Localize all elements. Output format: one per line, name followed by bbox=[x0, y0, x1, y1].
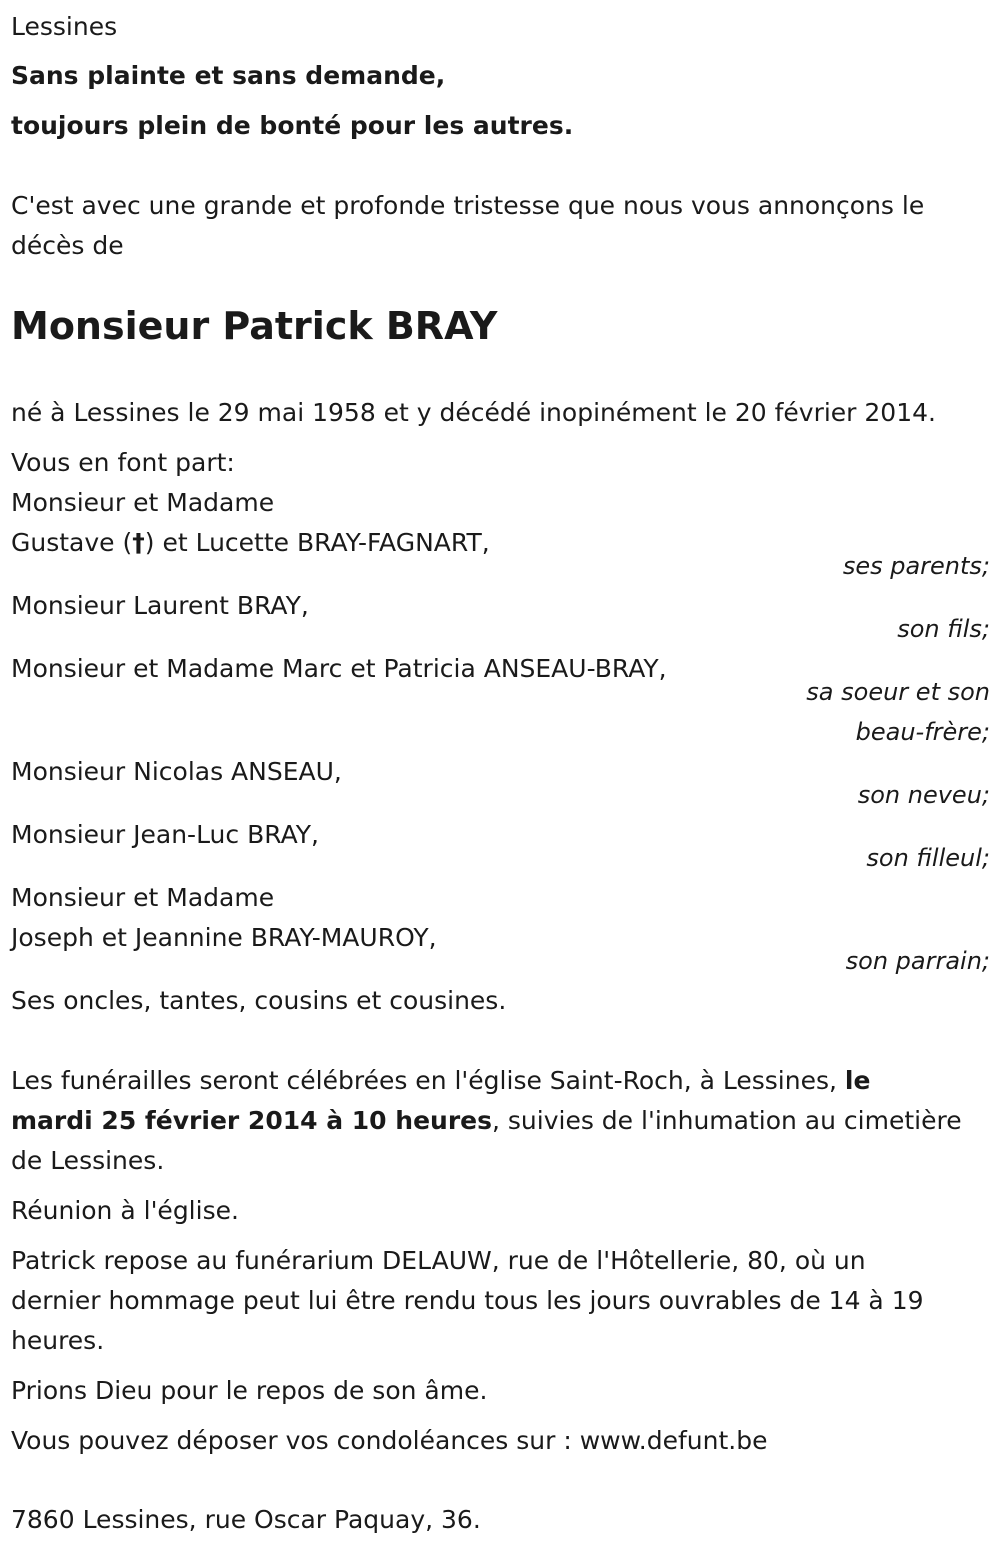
announcement-line-2: décès de bbox=[11, 231, 124, 260]
sister-relation-1: sa soeur et son bbox=[806, 678, 990, 706]
intro: Vous en font part: bbox=[11, 448, 235, 477]
reunion: Réunion à l'église. bbox=[11, 1196, 239, 1225]
parents-line-1: Monsieur et Madame bbox=[11, 488, 275, 517]
funeral-line-3: de Lessines. bbox=[11, 1146, 165, 1175]
godfather-line-1: Monsieur et Madame bbox=[11, 883, 275, 912]
other-relatives: Ses oncles, tantes, cousins et cousines. bbox=[11, 986, 507, 1015]
son-relation: son fils; bbox=[897, 615, 990, 643]
epitaph-line-1: Sans plainte et sans demande, bbox=[11, 61, 446, 90]
repose-line-1: Patrick repose au funérarium DELAUW, rue de l'Hôtellerie, 80, où un bbox=[11, 1246, 866, 1275]
nephew: Monsieur Nicolas ANSEAU, bbox=[11, 757, 342, 786]
birth-death: né à Lessines le 29 mai 1958 et y décédé inopinément le 20 février 2014. bbox=[11, 398, 936, 427]
sister: Monsieur et Madame Marc et Patricia ANSEAU-BRAY, bbox=[11, 654, 667, 683]
deceased-name: Monsieur Patrick BRAY bbox=[11, 304, 498, 348]
son: Monsieur Laurent BRAY, bbox=[11, 591, 309, 620]
prayer: Prions Dieu pour le repos de son âme. bbox=[11, 1376, 488, 1405]
repose-line-2: dernier hommage peut lui être rendu tous les jours ouvrables de 14 à 19 bbox=[11, 1286, 924, 1315]
repose-line-3: heures. bbox=[11, 1326, 105, 1355]
address: 7860 Lessines, rue Oscar Paquay, 36. bbox=[11, 1505, 481, 1534]
condolences: Vous pouvez déposer vos condoléances sur : www.defunt.be bbox=[11, 1426, 768, 1455]
parents-relation: ses parents; bbox=[842, 552, 990, 580]
godson: Monsieur Jean-Luc BRAY, bbox=[11, 820, 319, 849]
sister-relation-2: beau-frère; bbox=[855, 718, 990, 746]
parents-line-2: Gustave (†) et Lucette BRAY-FAGNART, bbox=[11, 528, 490, 557]
epitaph-line-2: toujours plein de bonté pour les autres. bbox=[11, 111, 574, 140]
godson-relation: son filleul; bbox=[866, 844, 990, 872]
announcement-line-1: C'est avec une grande et profonde tristesse que nous vous annonçons le bbox=[11, 191, 925, 220]
cross-icon: † bbox=[132, 528, 145, 557]
godfather-relation: son parrain; bbox=[845, 947, 990, 975]
nephew-relation: son neveu; bbox=[857, 781, 990, 809]
funeral-line-1: Les funérailles seront célébrées en l'église Saint-Roch, à Lessines, le bbox=[11, 1066, 871, 1095]
funeral-line-2: mardi 25 février 2014 à 10 heures, suivies de l'inhumation au cimetière bbox=[11, 1106, 962, 1135]
location: Lessines bbox=[11, 12, 118, 41]
godfather-line-2: Joseph et Jeannine BRAY-MAUROY, bbox=[11, 923, 437, 952]
